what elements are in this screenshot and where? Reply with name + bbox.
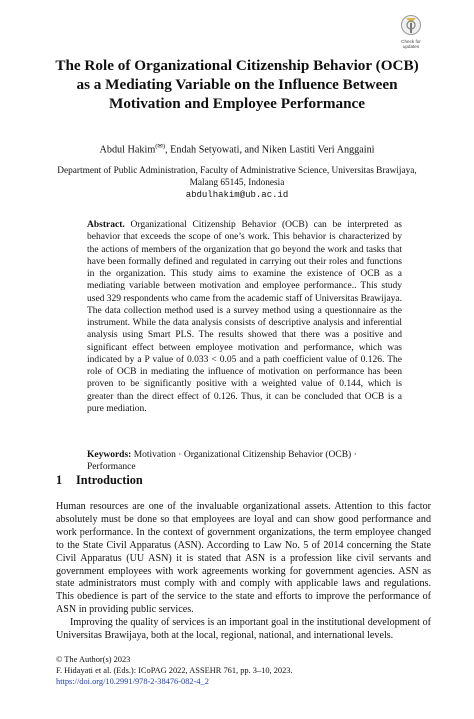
affiliation-line1: Department of Public Administration, Faculty of Administrative Science, Universitas Brawijaya, <box>57 166 417 176</box>
body-text <box>56 501 431 643</box>
footer <box>56 654 416 687</box>
copyright: © The Author(s) 2023 <box>56 655 131 664</box>
affiliation-line2: Malang 65145, Indonesia <box>189 178 285 188</box>
doi-link[interactable]: https://doi.org/10.2991/978-2-38476-082-4_2 <box>56 677 209 686</box>
section-number: 1 <box>56 473 63 487</box>
paper-title: The Role of Organizational Citizenship Behavior (OCB) as a Mediating Variable on the Influence Between Motivation and Employee Performance <box>55 57 419 112</box>
author-list <box>40 140 434 156</box>
check-for-updates-icon <box>400 14 422 38</box>
keywords <box>87 449 402 474</box>
citation: F. Hidayati et al. (Eds.): ICoPAG 2022, ASSEHR 761, pp. 3–10, 2023. <box>56 666 293 675</box>
paragraph-1: Human resources are one of the invaluable organizational assets. Attention to this factor absolutely must be done so that employees are loyal and can show good performance and work performance. In the context of government organizations, the term employee changed to the State Civil Apparatus (ASN). According to Law No. 5 of 2014 concerning the State Civil Apparatus (UU ASN) it is stated that ASN is a profession like civil servants and government employees with work agreements working for government agencies. ASN as state administrators must comply with and comply with applicable laws and regulations. This obedience is part of the service to the state and efforts to improve the performance of ASN in providing public services. <box>56 501 431 616</box>
corresponding-author-mark: (✉) <box>155 143 166 150</box>
section-heading <box>56 472 416 488</box>
paragraph-2: Improving the quality of services is an important goal in the institutional development of Universitas Brawijaya, both at the local, regional, national, and international levels. <box>56 617 431 642</box>
badge-label-line1: Check for <box>401 39 421 44</box>
keywords-text: Motivation · Organizational Citizenship Behavior (OCB) · Performance <box>87 450 357 473</box>
keywords-label: Keywords: <box>87 450 132 460</box>
badge-label-line2: updates <box>402 44 420 49</box>
coauthors: , Endah Setyowati, and Niken Lastiti Veri Anggaini <box>165 144 375 156</box>
abstract <box>87 219 402 415</box>
affiliation <box>40 165 434 201</box>
author-name: Abdul Hakim <box>99 144 156 156</box>
section-title: Introduction <box>76 473 143 487</box>
check-for-updates-badge[interactable] <box>396 14 426 54</box>
abstract-label: Abstract. <box>87 220 125 230</box>
author-email[interactable]: abdulhakim@ub.ac.id <box>185 190 289 200</box>
abstract-text: Organizational Citizenship Behavior (OCB) can be interpreted as behavior that exceeds the scope of one’s work. This behavior is characterized by the actions of members of the organization that go beyond the work and tasks that have been formally defined and regulated in carrying out their roles and functions in the organization. This study aims to examine the existence of OCB as a mediating variable between motivation and employee performance.. This study used 329 respondents who came from the academic staff of Universitas Brawijaya. The data collection method used is a survey method using a questionnaire as the instrument. While the data analysis consists of descriptive analysis and inferential analysis using Smart PLS. The results showed that there was a positive and significant effect between employee motivation and performance, which was indicated by a P value of 0.033 < 0.05 and a path coefficient value of 0.126. The role of OCB in mediating the influence of motivation on performance has been proven to be significantly positive with a weighted value of 0.144, which is greater than the direct effect of 0.126. Thus, it can be concluded that OCB is a pure mediation. <box>87 220 402 414</box>
